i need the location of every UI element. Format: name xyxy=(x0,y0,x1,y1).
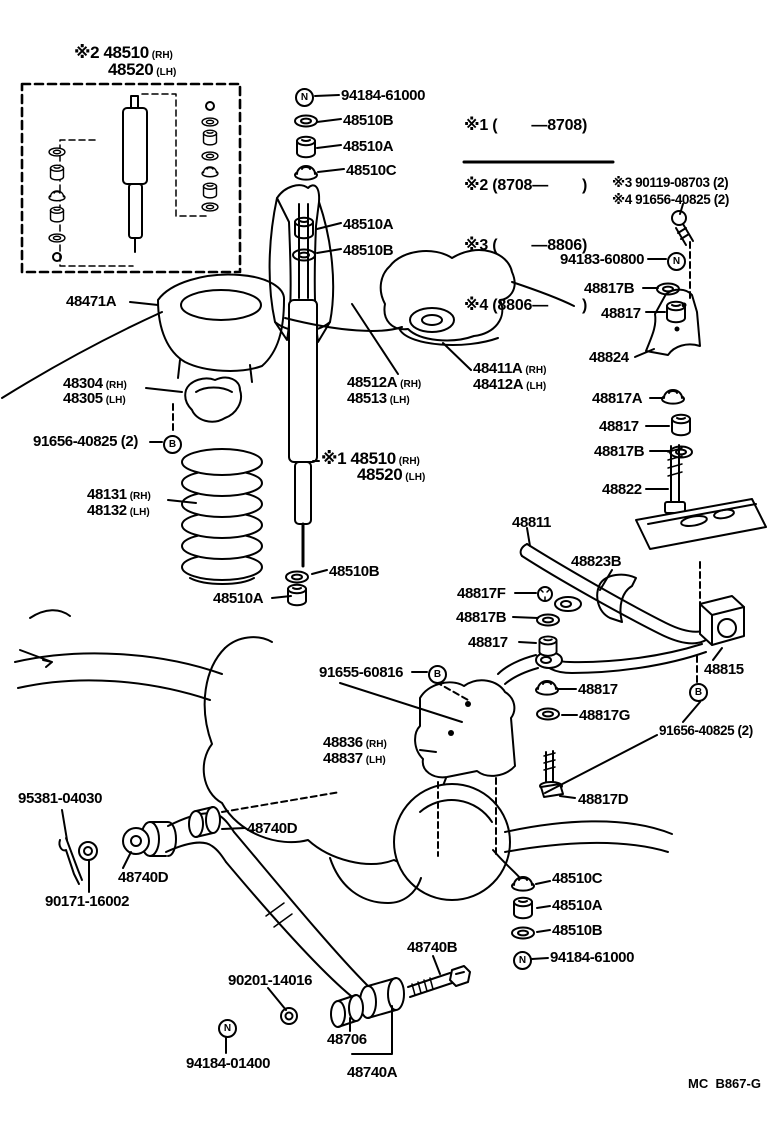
part-label-48817: 48817 xyxy=(578,681,618,698)
part-label-48740a: 48740A xyxy=(347,1064,398,1081)
part-label-90119-08703: ※3 90119-08703 (2) xyxy=(612,175,729,190)
part-label-48817b: 48817B xyxy=(584,280,635,297)
page-code: MC B867-G xyxy=(688,1076,761,1091)
part-label-91655-60816: 91655-60816 xyxy=(319,664,404,681)
part-label-48520-kit: 48520 (LH) xyxy=(108,60,177,79)
part-label-48510b: 48510B xyxy=(343,242,394,259)
rod-bushings-drawing xyxy=(59,807,363,1027)
part-label-48811: 48811 xyxy=(512,514,551,531)
part-label-48837: 48837 (LH) xyxy=(323,750,386,767)
part-label-48740b: 48740B xyxy=(407,939,458,956)
part-label-48740d: 48740D xyxy=(118,869,169,886)
part-label-94183-60800: 94183-60800 xyxy=(560,251,645,268)
spring-bumper-drawing xyxy=(185,378,241,422)
circled-b-icon: B xyxy=(163,435,182,454)
circled-n-icon: N xyxy=(513,951,532,970)
part-label-94184-61000: 94184-61000 xyxy=(341,87,426,104)
plate-48822-drawing xyxy=(636,445,766,549)
bottom-right-icons xyxy=(512,877,534,939)
part-label-48817f: 48817F xyxy=(457,585,506,602)
circled-n-icon: N xyxy=(667,252,686,271)
kit-shock-absorber xyxy=(123,96,147,252)
part-label-48510c: 48510C xyxy=(346,162,397,179)
part-label-48512a: 48512A (RH) xyxy=(347,374,422,391)
bracket-48836-drawing xyxy=(415,680,515,791)
part-label-48706: 48706 xyxy=(327,1031,367,1048)
circled-b-icon: B xyxy=(428,665,447,684)
part-label-48304: 48304 (RH) xyxy=(63,375,127,392)
part-label-48510-kit: ※2 48510 (RH) xyxy=(74,43,173,62)
part-label-48411a: 48411A (RH) xyxy=(473,360,547,377)
part-label-48817g: 48817G xyxy=(579,707,630,724)
part-label-48510a: 48510A xyxy=(552,897,603,914)
part-label-94184-61000: 94184-61000 xyxy=(550,949,635,966)
part-label-48817b: 48817B xyxy=(456,609,507,626)
legend-line-1: ※1 ( —8708) xyxy=(464,117,588,134)
part-label-48817: 48817 xyxy=(599,418,639,435)
circled-b-icon: B xyxy=(689,683,708,702)
part-label-48520-main: 48520 (LH) xyxy=(357,465,426,484)
part-label-48815: 48815 xyxy=(704,661,744,678)
part-label-48740d: 48740D xyxy=(247,820,298,837)
part-label-91656-40825: 91656-40825 (2) xyxy=(659,723,753,738)
legend-line-2: ※2 (8708— ) xyxy=(464,177,588,194)
stabilizer-clamp-drawing xyxy=(555,575,744,645)
part-label-48836: 48836 (RH) xyxy=(323,734,387,751)
part-label-48817: 48817 xyxy=(468,634,508,651)
part-label-48817b: 48817B xyxy=(594,443,645,460)
coil-spring-drawing xyxy=(182,449,262,584)
part-label-48510a: 48510A xyxy=(213,590,264,607)
part-label-48510b: 48510B xyxy=(343,112,394,129)
shock-absorber-drawing xyxy=(286,300,317,605)
part-label-48132: 48132 (LH) xyxy=(87,502,150,519)
part-label-48824: 48824 xyxy=(589,349,629,366)
part-label-48817: 48817 xyxy=(601,305,641,322)
part-label-48412a: 48412A (LH) xyxy=(473,376,547,393)
production-date-legend xyxy=(464,76,587,336)
legend-line-3: ※3 ( —8806) xyxy=(464,237,588,254)
mount-stack-icons xyxy=(293,116,317,261)
part-label-90201-14016: 90201-14016 xyxy=(228,972,313,989)
legend-line-4: ※4 (8806— ) xyxy=(464,297,588,314)
part-label-48510a: 48510A xyxy=(343,138,394,155)
part-label-48305: 48305 (LH) xyxy=(63,390,126,407)
circled-n-icon: N xyxy=(218,1019,237,1038)
part-label-90171-16002: 90171-16002 xyxy=(45,893,130,910)
part-label-48510b: 48510B xyxy=(329,563,380,580)
part-label-91656-40825: 91656-40825 (2) xyxy=(33,433,138,450)
right-hardware-icons xyxy=(657,211,693,458)
part-label-48823b: 48823B xyxy=(571,553,622,570)
part-label-48510c: 48510C xyxy=(552,870,603,887)
part-label-48131: 48131 (RH) xyxy=(87,486,151,503)
part-label-48471a: 48471A xyxy=(66,293,117,310)
part-label-95381-04030: 95381-04030 xyxy=(18,790,103,807)
part-label-48817d: 48817D xyxy=(578,791,629,808)
part-label-48510-main: ※1 48510 (RH) xyxy=(321,449,420,468)
part-label-48817a: 48817A xyxy=(592,390,643,407)
part-label-48822: 48822 xyxy=(602,481,642,498)
part-label-48510a: 48510A xyxy=(343,216,394,233)
part-label-48510b: 48510B xyxy=(552,922,603,939)
part-label-48513: 48513 (LH) xyxy=(347,390,410,407)
circled-n-icon: N xyxy=(295,88,314,107)
spring-seat-drawing xyxy=(158,275,284,382)
part-label-91656-40825: ※4 91656-40825 (2) xyxy=(612,192,730,207)
part-label-94184-01400: 94184-01400 xyxy=(186,1055,271,1072)
